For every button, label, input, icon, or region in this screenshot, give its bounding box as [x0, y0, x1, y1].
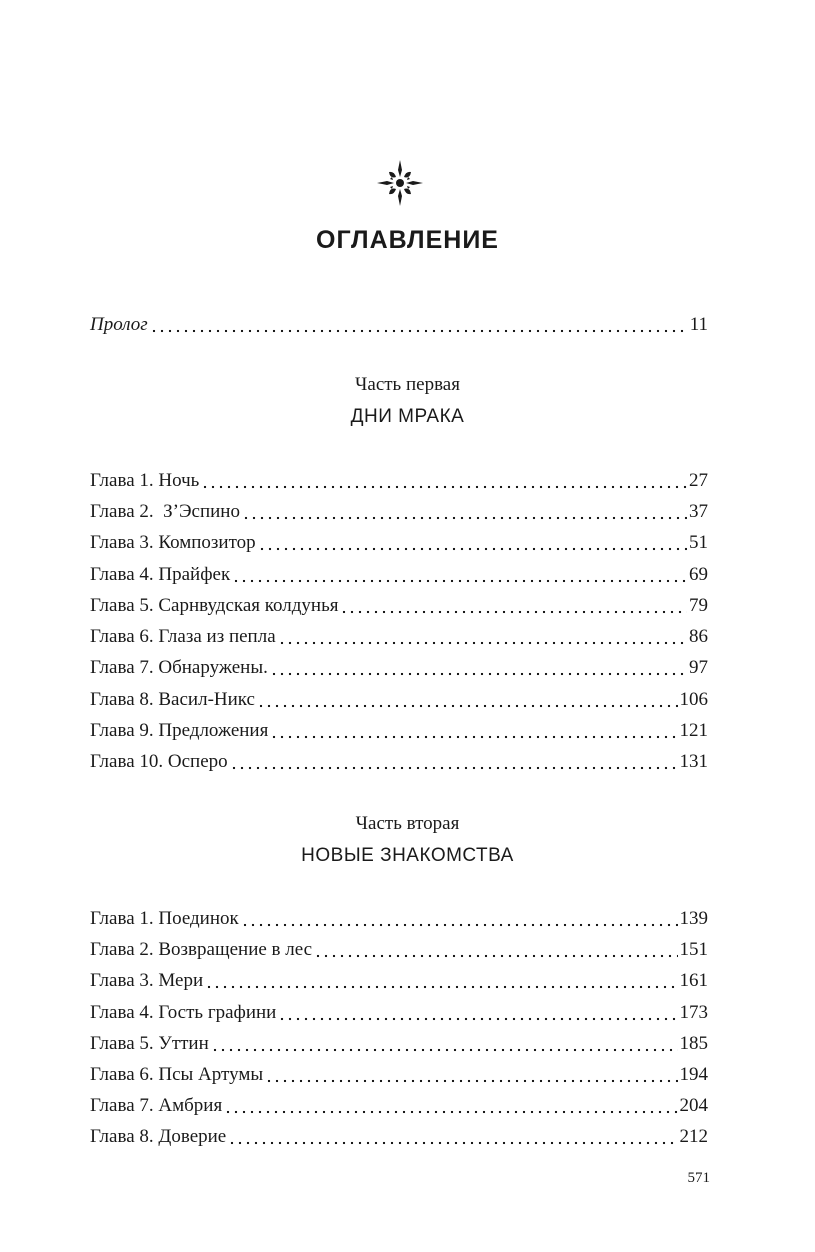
toc-entry-label: Глава 10. Осперо [90, 751, 228, 772]
toc-entry[interactable] [90, 1030, 708, 1056]
dot-leader [205, 970, 677, 989]
toc-entry-page: 86 [689, 626, 708, 647]
toc-entry[interactable] [90, 1123, 708, 1149]
toc-entry-label: Глава 9. Предложения [90, 720, 269, 741]
dot-leader [270, 720, 677, 739]
toc-entry-page: 151 [679, 939, 708, 960]
toc-entry-label: Глава 5. Сарнвудская колдунья [90, 595, 339, 616]
toc-entry-label: Глава 2. З’Эспино [90, 501, 240, 522]
toc-entry[interactable] [90, 905, 708, 931]
dot-leader [314, 939, 677, 958]
toc-entry-page: 173 [679, 1002, 708, 1023]
toc-entry[interactable] [90, 592, 708, 618]
toc-entry[interactable] [90, 1061, 708, 1087]
toc-entry[interactable] [90, 967, 708, 993]
dot-leader [278, 1002, 677, 1021]
toc-entry-page: 97 [689, 657, 708, 678]
toc-entry[interactable] [90, 623, 708, 649]
toc-entry-label: Глава 8. Доверие [90, 1126, 227, 1147]
toc-entry-label: Глава 8. Васил-Никс [90, 689, 255, 710]
part-title: ДНИ МРАКА [350, 406, 465, 427]
toc-entry[interactable] [90, 498, 708, 524]
part-title: НОВЫЕ ЗНАКОМСТВА [301, 845, 514, 866]
toc-entry-page: 106 [679, 689, 708, 710]
toc-entry[interactable] [90, 748, 708, 774]
toc-entry[interactable] [90, 999, 708, 1025]
toc-entry-label: Глава 5. Уттин [90, 1033, 209, 1054]
toc-entry-prologue[interactable] [90, 311, 708, 337]
dot-leader [258, 532, 687, 551]
toc-entry-page: 185 [679, 1033, 708, 1054]
dot-leader [230, 751, 678, 770]
toc-entry[interactable] [90, 936, 708, 962]
dot-leader [232, 564, 687, 583]
toc-entry-label: Глава 6. Глаза из пепла [90, 626, 276, 647]
dot-leader [211, 1033, 678, 1052]
toc-entry-label: Глава 3. Композитор [90, 532, 256, 553]
toc-entry-label: Глава 6. Псы Артумы [90, 1064, 264, 1085]
page-title: ОГЛАВЛЕНИЕ [316, 226, 499, 254]
dot-leader [228, 1126, 677, 1145]
toc-entry-label: Глава 1. Ночь [90, 470, 200, 491]
floral-ornament-icon [375, 158, 425, 208]
toc-entry[interactable] [90, 529, 708, 555]
toc-entry-page: 11 [689, 314, 708, 335]
toc-entry-page: 161 [679, 970, 708, 991]
toc-entry-label: Глава 1. Поединок [90, 908, 239, 929]
toc-entry-page: 37 [689, 501, 708, 522]
part-subtitle: Часть первая [355, 374, 460, 395]
toc-entry-page: 121 [679, 720, 708, 741]
toc-entry-label: Глава 4. Гость графини [90, 1002, 277, 1023]
dot-leader [224, 1095, 677, 1114]
toc-entry-page: 131 [679, 751, 708, 772]
dot-leader [278, 626, 687, 645]
toc-entry[interactable] [90, 717, 708, 743]
dot-leader [265, 1064, 677, 1083]
toc-entry-page: 79 [689, 595, 708, 616]
toc-entry-page: 204 [679, 1095, 708, 1116]
toc-entry[interactable] [90, 654, 708, 680]
toc-entry-page: 194 [679, 1064, 708, 1085]
toc-entry-page: 69 [689, 564, 708, 585]
toc-entry-page: 51 [689, 532, 708, 553]
toc-entry[interactable] [90, 1092, 708, 1118]
page-number: 571 [687, 1170, 710, 1186]
toc-entry-page: 139 [679, 908, 708, 929]
toc-entry-label: Глава 7. Обнаружены. [90, 657, 268, 678]
dot-leader [257, 689, 678, 708]
toc-entry-page: 212 [679, 1126, 708, 1147]
toc-entry-label: Глава 7. Амбрия [90, 1095, 223, 1116]
toc-entry-label: Глава 3. Мери [90, 970, 204, 991]
toc-entry-label: Глава 4. Прайфек [90, 564, 231, 585]
dot-leader [242, 501, 687, 520]
dot-leader [241, 908, 678, 927]
toc-entry[interactable] [90, 467, 708, 493]
dot-leader [270, 657, 687, 676]
toc-entry[interactable] [90, 561, 708, 587]
part-subtitle: Часть вторая [355, 813, 460, 834]
toc-entry[interactable] [90, 686, 708, 712]
toc-entry-label: Пролог [90, 314, 148, 335]
dot-leader [201, 470, 687, 489]
dot-leader [340, 595, 687, 614]
toc-entry-label: Глава 2. Возвращение в лес [90, 939, 313, 960]
dot-leader [150, 314, 688, 333]
toc-entry-page: 27 [689, 470, 708, 491]
